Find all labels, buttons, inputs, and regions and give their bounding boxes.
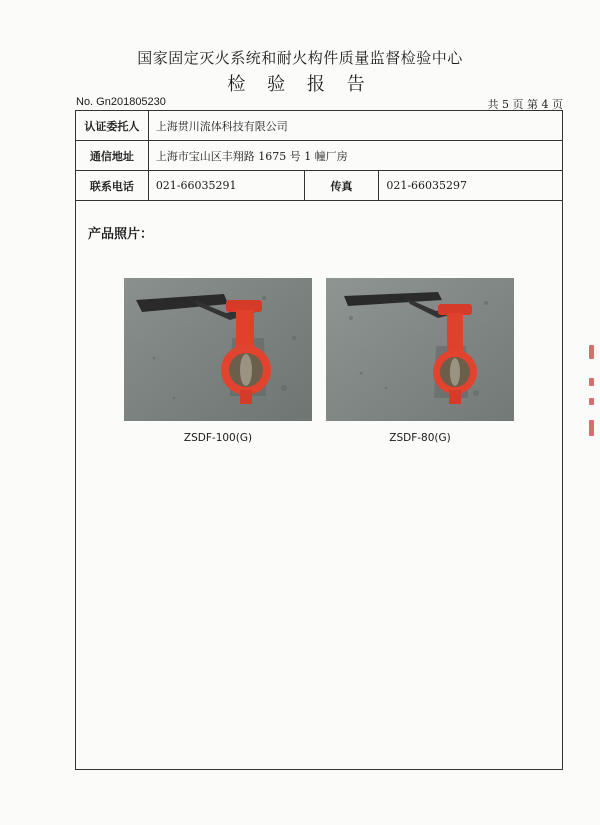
phone-label: 联系电话 [76, 171, 149, 201]
contact-row [76, 171, 563, 201]
report-title: 检 验 报 告 [227, 74, 373, 95]
fax-label: 传真 [304, 171, 379, 201]
product-photos-label: 产品照片： [88, 227, 154, 242]
phone-value: 021-66035291 [148, 171, 304, 201]
client-label: 认证委托人 [76, 111, 149, 141]
photo-caption-2: ZSDF-80(G) [389, 432, 451, 444]
address-value: 上海市宝山区丰翔路 1675 号 1 幢厂房 [148, 141, 562, 171]
info-table [75, 110, 563, 201]
fax-value: 021-66035297 [379, 171, 563, 201]
product-photo-zsdf-80 [326, 278, 514, 421]
address-row [76, 141, 563, 171]
page-info: 共 5 页 第 4 页 [487, 98, 563, 111]
address-label: 通信地址 [76, 141, 149, 171]
client-value: 上海贯川流体科技有限公司 [148, 111, 562, 141]
org-title: 国家固定灭火系统和耐火构件质量监督检验中心 [137, 49, 463, 67]
report-number: No. Gn201805230 [76, 96, 166, 108]
product-photo-zsdf-100 [124, 278, 312, 421]
client-row [76, 111, 563, 141]
photo-caption-1: ZSDF-100(G) [183, 432, 253, 444]
